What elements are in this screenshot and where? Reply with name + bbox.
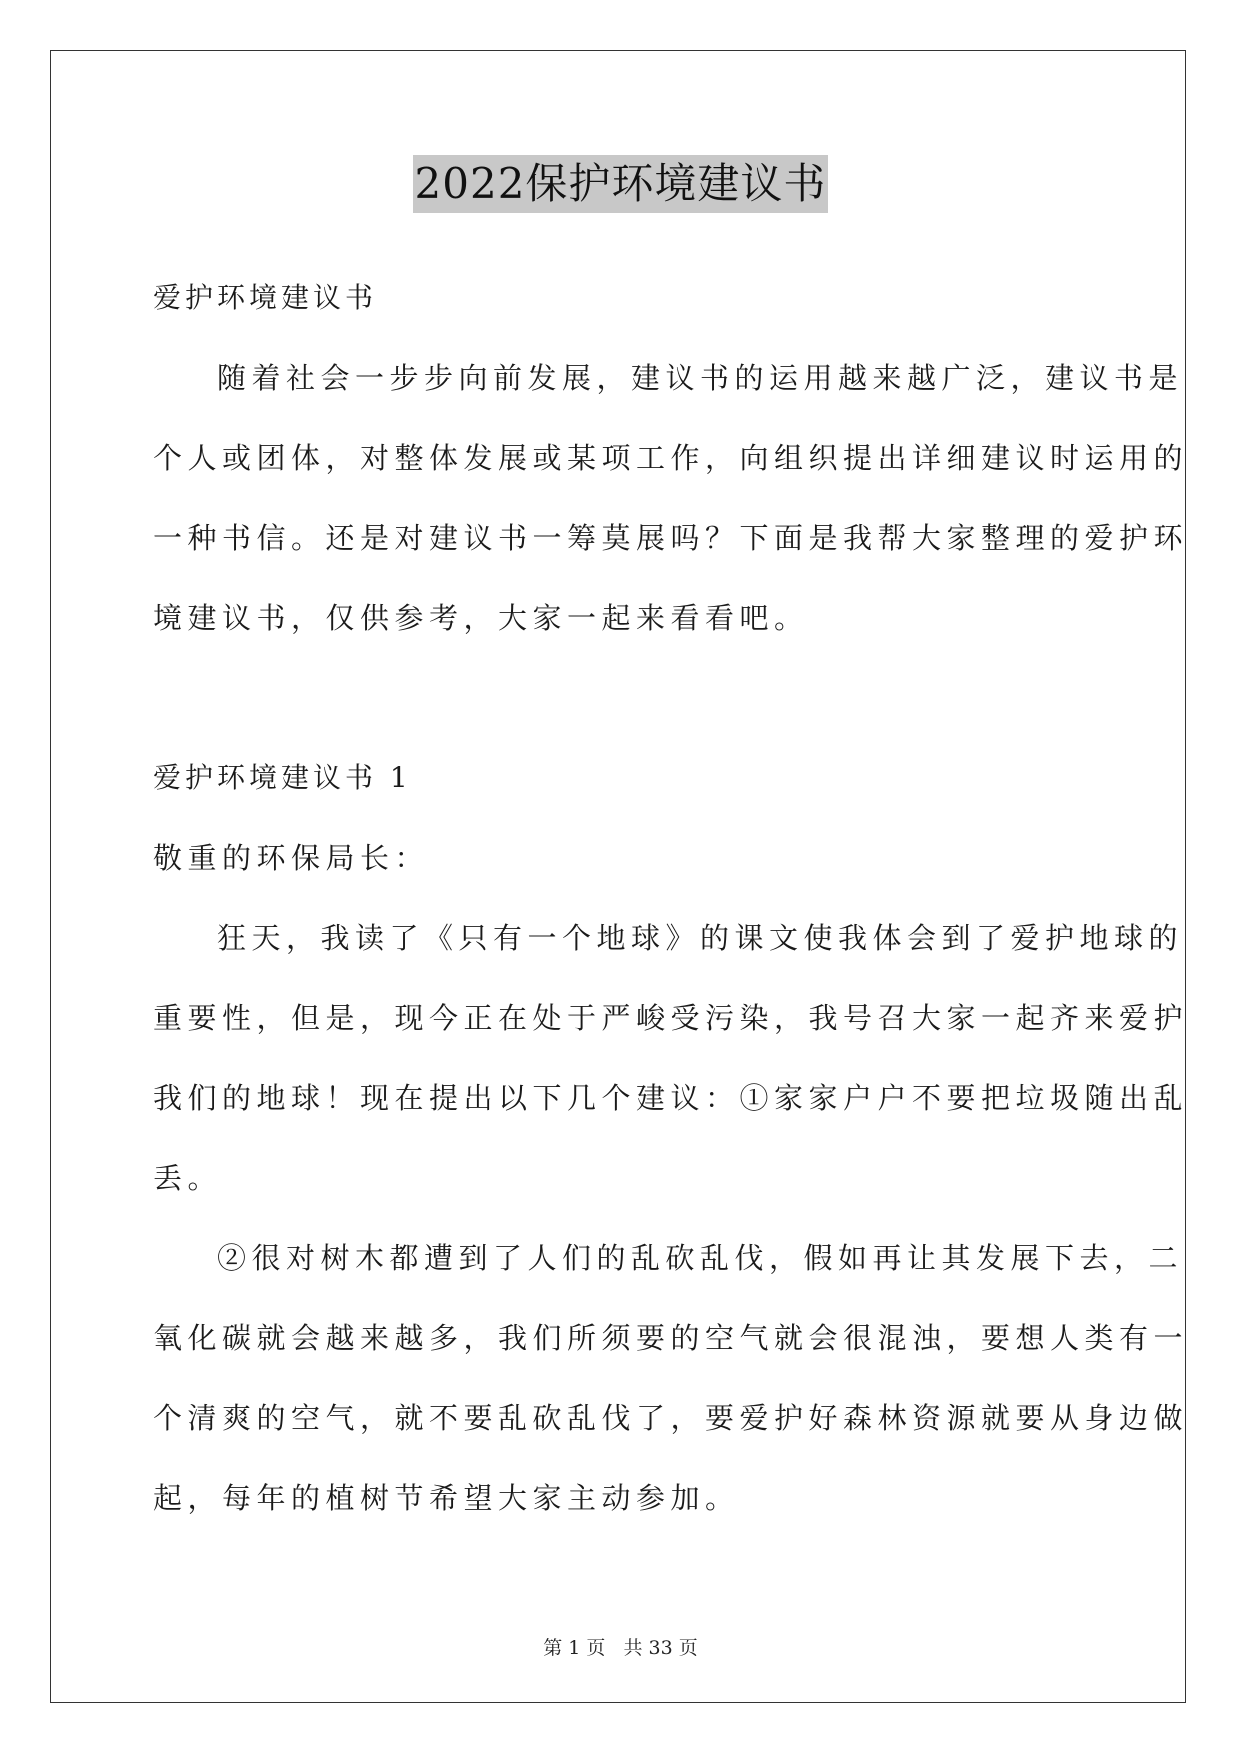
intro-heading: 爱护环境建议书 xyxy=(153,281,378,314)
salutation: 敬重的环保局长： xyxy=(153,841,430,875)
paragraph-line: 丢。 xyxy=(153,1161,223,1195)
document-title: 2022保护环境建议书 xyxy=(413,155,829,213)
intro-line: 个人或团体，对整体发展或某项工作，向组织提出详细建议时运用的 xyxy=(153,441,1189,475)
intro-line: 境建议书，仅供参考，大家一起来看看吧。 xyxy=(153,601,809,635)
intro-line: 随着社会一步步向前发展，建议书的运用越来越广泛，建议书是 xyxy=(217,361,1184,395)
title-container xyxy=(0,155,1241,213)
paragraph-line: 个清爽的空气，就不要乱砍乱伐了，要爱护好森林资源就要从身边做 xyxy=(153,1401,1189,1435)
page-number-current: 第 1 页 xyxy=(543,1637,606,1659)
paragraph-line: 起，每年的植树节希望大家主动参加。 xyxy=(153,1481,740,1515)
paragraph-line: 我们的地球！现在提出以下几个建议：①家家户户不要把垃圾随出乱 xyxy=(153,1081,1189,1115)
document-body xyxy=(153,258,1189,1538)
intro-line: 一种书信。还是对建议书一筹莫展吗？下面是我帮大家整理的爱护环 xyxy=(153,521,1189,555)
paragraph-line: 重要性，但是，现今正在处于严峻受污染，我号召大家一起齐来爱护 xyxy=(153,1001,1189,1035)
page-footer xyxy=(0,1633,1241,1660)
section-heading-1: 爱护环境建议书 1 xyxy=(153,761,412,794)
paragraph-line: ②很对树木都遭到了人们的乱砍乱伐，假如再让其发展下去，二 xyxy=(217,1241,1184,1275)
paragraph-line: 狂天，我读了《只有一个地球》的课文使我体会到了爱护地球的 xyxy=(217,921,1184,955)
paragraph-spacer xyxy=(153,658,1093,738)
page-number-total: 共 33 页 xyxy=(623,1637,698,1659)
paragraph-line: 氧化碳就会越来越多，我们所须要的空气就会很混浊，要想人类有一 xyxy=(153,1321,1189,1355)
